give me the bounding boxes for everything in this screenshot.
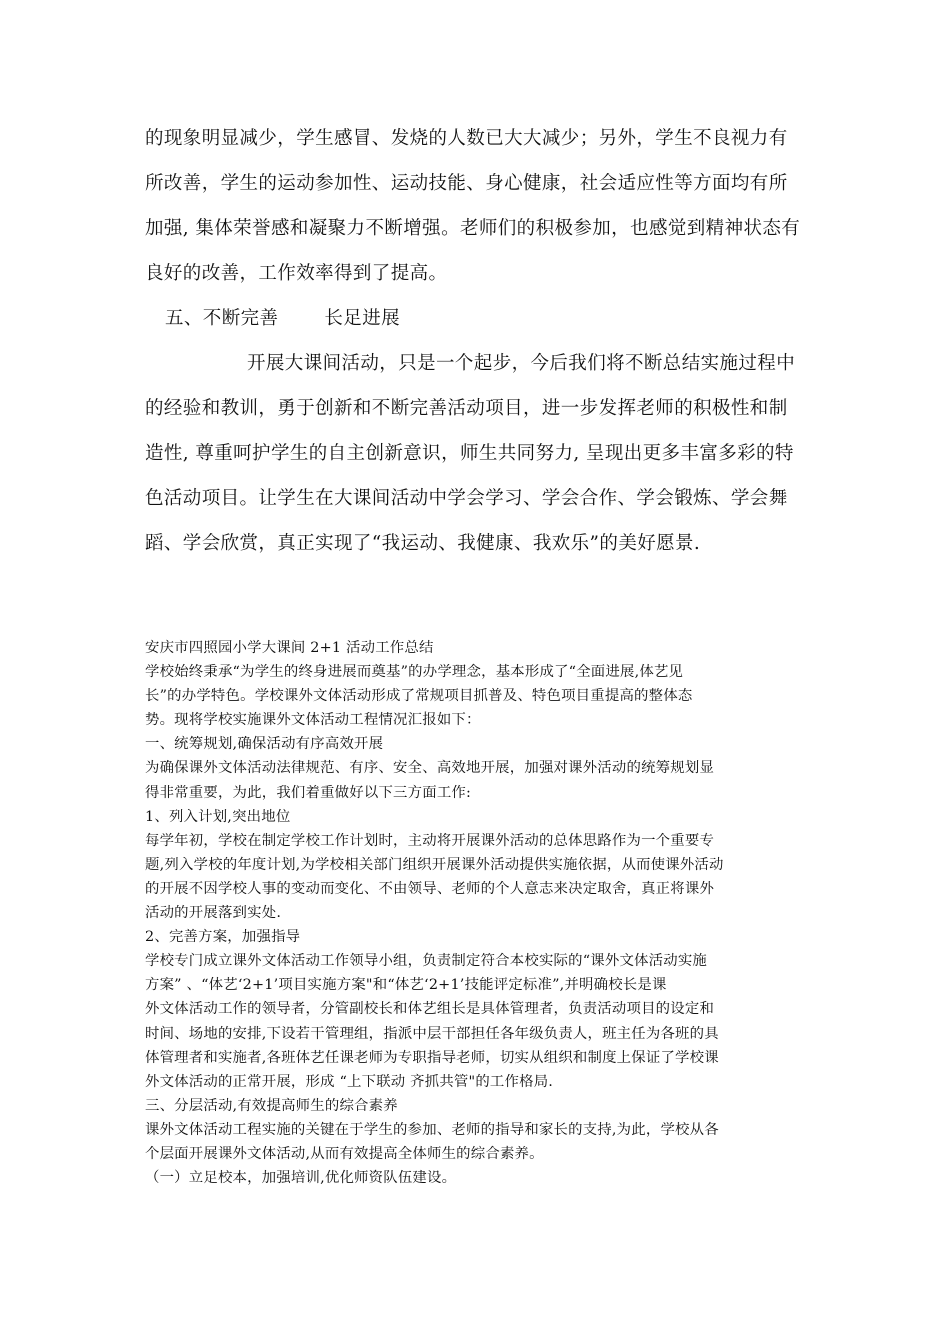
text-line: 外文体活动工作的领导者，分管副校长和体艺组长是具体管理者，负责活动项目的设定和	[145, 1001, 715, 1018]
text-line: 造性, 尊重呵护学生的自主创新意识，师生共同努力, 呈现出更多丰富多彩的特	[145, 443, 794, 464]
text-line: 学校始终秉承“为学生的终身进展而奠基”的办学理念，基本形成了“全面进展,体艺见	[145, 664, 684, 681]
text-line: 每学年初，学校在制定学校工作计划时，主动将开展课外活动的总体思路作为一个重要专	[145, 832, 715, 849]
text-line: 时间、场地的安排,下设若干管理组，指派中层干部担任各年级负责人，班主任为各班的具	[145, 1025, 719, 1042]
subsection-heading: （一）立足校本，加强培训,优化师资队伍建设。	[145, 1170, 457, 1187]
section-heading: 三、分层活动,有效提高师生的综合素养	[145, 1097, 398, 1114]
text-line: 为确保课外文体活动法律规范、有序、安全、高效地开展，加强对课外活动的统筹规划显	[145, 760, 715, 777]
heading-part: 五、不断完善	[165, 308, 279, 329]
heading-part: 长足进展	[324, 308, 401, 329]
text-line: 课外文体活动工程实施的关键在于学生的参加、老师的指导和家长的支持,为此，学校从各	[145, 1121, 719, 1138]
work-summary-section	[145, 636, 810, 1190]
subsection-heading: 1、列入计划,突出地位	[145, 808, 291, 825]
text-line: 外文体活动的正常开展，形成 “上下联动 齐抓共管"的工作格局.	[145, 1073, 554, 1090]
text-line: 体管理者和实施者,各班体艺任课老师为专职指导老师，切实从组织和制度上保证了学校课	[145, 1049, 719, 1066]
text-line: 题,列入学校的年度计划,为学校相关部门组织开展课外活动提供实施依据，从而使课外活动	[145, 856, 724, 873]
continued-section	[145, 116, 810, 566]
text-line: 方案” 、“体艺‘2+1’项目实施方案"和“体艺‘2+1’技能评定标准”,并明确校长是课	[145, 977, 667, 994]
text-line: 良好的改善，工作效率得到了提高。	[145, 263, 448, 284]
text-line: 个层面开展课外文体活动,从而有效提高全体师生的综合素养。	[145, 1145, 544, 1162]
text-line: 势。现将学校实施课外文体活动工程情况汇报如下：	[145, 712, 481, 729]
document-title: 安庆市四照园小学大课间 2+1 活动工作总结	[145, 640, 434, 656]
text-line: 的开展不因学校人事的变动而变化、不由领导、老师的个人意志来决定取舍，真正将课外	[145, 880, 715, 897]
text-line: 活动的开展落到实处.	[145, 905, 282, 922]
text-line: 的现象明显减少，学生感冒、发烧的人数已大大减少；另外，学生不良视力有	[145, 128, 788, 149]
text-line: 得非常重要，为此，我们着重做好以下三方面工作:	[145, 784, 472, 801]
section-heading: 一、统筹规划,确保活动有序高效开展	[145, 736, 384, 753]
text-line: 蹈、学会欣赏，真正实现了“我运动、我健康、我欢乐”的美好愿景.	[145, 533, 701, 554]
text-line: 学校专门成立课外文体活动工作领导小组，负责制定符合本校实际的“课外文体活动实施	[145, 953, 708, 970]
text-line: 长”的办学特色。学校课外文体活动形成了常规项目抓普及、特色项目重提高的整体态	[145, 688, 693, 705]
text-line: 的经验和教训，勇于创新和不断完善活动项目，进一步发挥老师的积极性和制	[145, 398, 788, 419]
text-line: 所改善，学生的运动参加性、运动技能、身心健康，社会适应性等方面均有所	[145, 173, 788, 194]
section-heading-five	[145, 296, 810, 341]
text-line: 开展大课间活动，只是一个起步，今后我们将不断总结实施过程中	[247, 353, 796, 374]
subsection-heading: 2、完善方案，加强指导	[145, 929, 301, 946]
text-line: 色活动项目。让学生在大课间活动中学会学习、学会合作、学会锻炼、学会舞	[145, 488, 788, 509]
text-line: 加强, 集体荣誉感和凝聚力不断增强。老师们的积极参加，也感觉到精神状态有	[145, 218, 801, 239]
